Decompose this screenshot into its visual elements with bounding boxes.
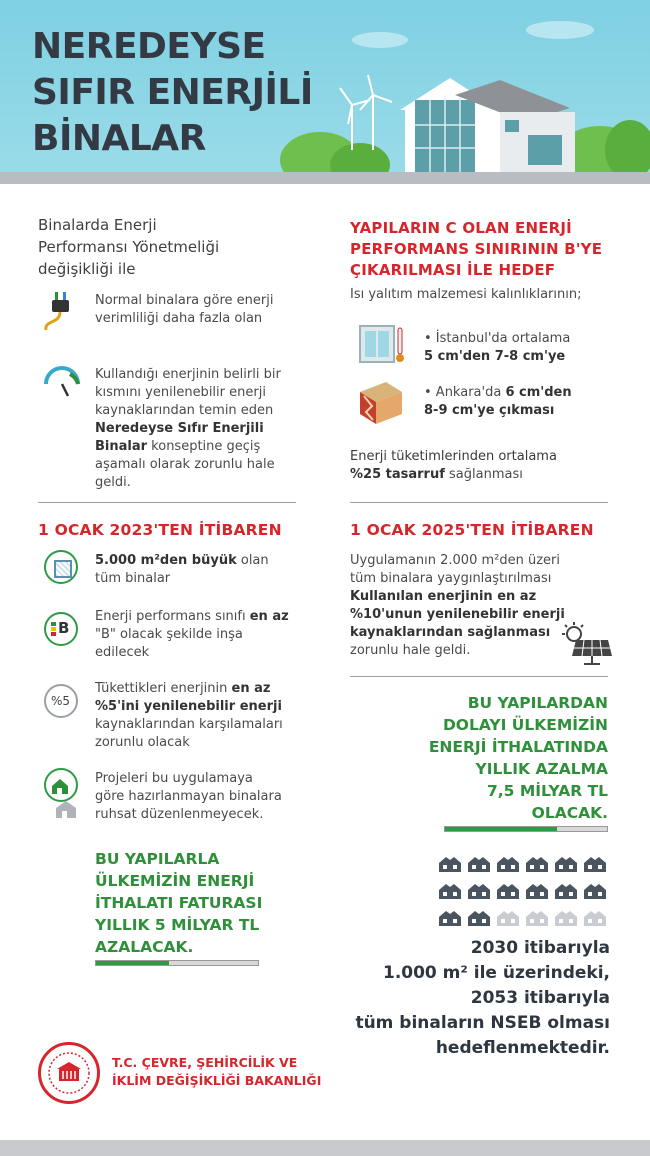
insulation-subheading: Isı yalıtım malzemesi kalınlıklarının; bbox=[350, 287, 582, 302]
item-2023-permit bbox=[95, 770, 282, 824]
intro-heading-line: Binalarda Enerji bbox=[38, 216, 157, 234]
class-bar bbox=[51, 622, 56, 626]
bold-span: en az bbox=[249, 609, 289, 624]
callout-line: DOLAYI ÜLKEMİZİN bbox=[442, 716, 608, 734]
title-line: NEREDEYSE bbox=[32, 26, 266, 67]
house-icon bbox=[583, 854, 607, 872]
ministry-emblem bbox=[41, 1045, 97, 1101]
callout-line: ENERJİ İTHALATINDA bbox=[428, 738, 608, 756]
text-span: olan bbox=[236, 553, 269, 568]
text-line: Projeleri bu uygulamaya bbox=[95, 771, 253, 786]
text-line: tüm binalar bbox=[95, 571, 171, 586]
house-icon bbox=[525, 854, 549, 872]
text-span: sağlanması bbox=[444, 467, 523, 482]
house-icon bbox=[496, 854, 520, 872]
text-line: kaynaklarından karşılamaları bbox=[95, 717, 283, 732]
text-span: • Ankara'da bbox=[424, 385, 506, 400]
intro-heading-line: Performansı Yönetmeliği bbox=[38, 238, 220, 256]
text-line bbox=[424, 384, 572, 402]
target-line: tüm binaların NSEB olması bbox=[355, 1013, 610, 1033]
text-line-bold: Neredeyse Sıfır Enerjili bbox=[95, 421, 264, 436]
target-line: 2030 itibarıyla bbox=[470, 938, 610, 958]
intro-heading bbox=[38, 214, 219, 280]
bold-span: en az bbox=[231, 681, 271, 696]
callout-2025 bbox=[350, 692, 608, 824]
text-line bbox=[95, 552, 269, 570]
callout-2023 bbox=[95, 848, 262, 958]
divider bbox=[38, 502, 296, 503]
item-2023-class bbox=[95, 608, 289, 662]
house-icon bbox=[554, 881, 578, 899]
text-line: tüm binalara yaygınlaştırılması bbox=[350, 571, 552, 586]
divider bbox=[350, 502, 608, 503]
target-line: hedeflenmektedir. bbox=[435, 1038, 610, 1058]
text-2025 bbox=[350, 552, 565, 660]
area-icon-inner bbox=[54, 560, 72, 578]
ankara-item bbox=[424, 384, 572, 420]
bold-span: Binalar bbox=[95, 439, 148, 454]
gauge-icon bbox=[42, 366, 82, 400]
text-line: Normal binalara göre enerji bbox=[95, 293, 274, 308]
energy-class-icon bbox=[44, 612, 78, 646]
text-line: • İstanbul'da ortalama bbox=[424, 331, 571, 346]
text-line: Uygulamanın 2.000 m²den üzeri bbox=[350, 553, 560, 568]
text-span: konseptine geçiş bbox=[147, 439, 261, 454]
house-icon bbox=[438, 854, 462, 872]
house-icon bbox=[525, 908, 549, 926]
text-line: zorunlu hale geldi. bbox=[350, 643, 471, 658]
text-line bbox=[95, 680, 283, 698]
savings-bar-2025 bbox=[444, 826, 608, 832]
house-icon bbox=[467, 908, 491, 926]
header-strip bbox=[0, 172, 650, 184]
divider bbox=[350, 676, 608, 677]
house-icon bbox=[525, 881, 549, 899]
class-letter: B bbox=[58, 619, 70, 637]
istanbul-item bbox=[424, 330, 570, 366]
house-gray-icon bbox=[54, 800, 78, 818]
callout-line: BU YAPILARDAN bbox=[467, 694, 608, 712]
text-line-bold: 5 cm'den 7-8 cm'ye bbox=[424, 349, 566, 364]
text-line-bold: kaynaklarından sağlanması bbox=[350, 625, 551, 640]
callout-line: YILLIK 5 MİLYAR TL bbox=[95, 916, 260, 934]
callout-line: OLACAK. bbox=[531, 804, 608, 822]
heading-2025: 1 OCAK 2025'TEN İTİBAREN bbox=[350, 521, 594, 539]
houses-icon bbox=[44, 768, 78, 802]
title-line: BİNALAR bbox=[32, 118, 206, 159]
text-line: kısmını yenilenebilir enerji bbox=[95, 385, 266, 400]
callout-line: AZALACAK. bbox=[95, 938, 194, 956]
house-icon bbox=[467, 881, 491, 899]
ministry-name bbox=[112, 1054, 321, 1090]
callout-line: 7,5 MİLYAR TL bbox=[486, 782, 608, 800]
house-icon bbox=[583, 881, 607, 899]
text-line-bold: Kullanılan enerjinin en az bbox=[350, 589, 537, 604]
title-line: SIFIR ENERJİLİ bbox=[32, 72, 313, 113]
text-line: edilecek bbox=[95, 645, 150, 660]
text-line-bold: %5'ini yenilenebilir enerji bbox=[95, 699, 282, 714]
target-line: 2053 itibarıyla bbox=[470, 988, 610, 1008]
text-span: Enerji performans sınıfı bbox=[95, 609, 250, 624]
class-bar bbox=[51, 627, 56, 631]
area-icon bbox=[44, 550, 78, 584]
saving-text bbox=[350, 448, 557, 484]
bold-span: 6 cm'den bbox=[505, 385, 572, 400]
house-icon bbox=[554, 908, 578, 926]
class-bar bbox=[51, 632, 56, 636]
text-line: zorunlu olacak bbox=[95, 735, 190, 750]
target-2030-2053 bbox=[330, 936, 610, 1061]
heading-line: PERFORMANS SINIRININ B'YE bbox=[350, 240, 603, 258]
text-line: Kullandığı enerjinin belirli bir bbox=[95, 367, 281, 382]
percent-icon bbox=[44, 684, 78, 718]
callout-line: YILLIK AZALMA bbox=[475, 760, 608, 778]
footer-band bbox=[0, 1140, 650, 1156]
text-line bbox=[95, 608, 289, 626]
target-line: 1.000 m² ile üzerindeki, bbox=[382, 963, 610, 983]
house-icon bbox=[438, 908, 462, 926]
house-icon bbox=[467, 854, 491, 872]
house-icon bbox=[554, 854, 578, 872]
text-line bbox=[350, 466, 557, 484]
house-icon bbox=[496, 881, 520, 899]
callout-line: İTHALATI FATURASI bbox=[95, 894, 263, 912]
plug-icon bbox=[40, 290, 80, 334]
house-icon bbox=[583, 908, 607, 926]
intro-item-nzeb bbox=[95, 366, 281, 492]
item-2023-renewable bbox=[95, 680, 283, 752]
bold-span: %25 tasarruf bbox=[350, 467, 445, 482]
intro-heading-line: değişikliği ile bbox=[38, 260, 136, 278]
item-2023-area bbox=[95, 552, 269, 588]
text-line: göre hazırlanmayan binalara bbox=[95, 789, 282, 804]
heading-line: YAPILARIN C OLAN ENERJİ bbox=[350, 219, 572, 237]
savings-bar-fill bbox=[96, 961, 169, 965]
text-line bbox=[95, 438, 281, 456]
ministry-logo bbox=[38, 1042, 100, 1104]
text-line-bold: %10'unun yenilenebilir enerji bbox=[350, 607, 565, 622]
text-line: geldi. bbox=[95, 475, 131, 490]
ministry-line: T.C. ÇEVRE, ŞEHİRCİLİK VE bbox=[112, 1055, 298, 1070]
savings-bar-2023 bbox=[95, 960, 259, 966]
text-line-bold: 8-9 cm'ye çıkması bbox=[424, 403, 555, 418]
percent-label: %5 bbox=[51, 694, 71, 708]
page-title bbox=[32, 24, 313, 162]
bold-span: 5.000 m²den büyük bbox=[95, 553, 237, 568]
house-icon bbox=[438, 881, 462, 899]
text-line: Enerji tüketimlerinden ortalama bbox=[350, 449, 557, 464]
text-line: verimliliği daha fazla olan bbox=[95, 311, 263, 326]
callout-line: BU YAPILARLA bbox=[95, 850, 220, 868]
text-line: aşamalı olarak zorunlu hale bbox=[95, 457, 275, 472]
insulation-layer-icon bbox=[356, 378, 406, 426]
house-glyph bbox=[46, 770, 76, 800]
heading-2023: 1 OCAK 2023'TEN İTİBAREN bbox=[38, 521, 282, 539]
target-heading bbox=[350, 218, 602, 281]
solar-panel-icon bbox=[558, 620, 614, 666]
intro-item-efficiency bbox=[95, 292, 273, 328]
callout-line: ÜLKEMİZİN ENERJİ bbox=[95, 872, 255, 890]
text-line: "B" olacak şekilde inşa bbox=[95, 627, 243, 642]
ministry-line: İKLİM DEĞİŞİKLİĞİ BAKANLIĞI bbox=[112, 1073, 322, 1088]
house-grid bbox=[438, 854, 610, 926]
savings-bar-fill bbox=[445, 827, 557, 831]
text-span: Tükettikleri enerjinin bbox=[95, 681, 232, 696]
text-line: kaynaklarından temin eden bbox=[95, 403, 274, 418]
text-line: ruhsat düzenlenmeyecek. bbox=[95, 807, 264, 822]
house-icon bbox=[496, 908, 520, 926]
window-thermometer-icon bbox=[358, 322, 406, 366]
heading-line: ÇIKARILMASI İLE HEDEF bbox=[350, 261, 556, 279]
